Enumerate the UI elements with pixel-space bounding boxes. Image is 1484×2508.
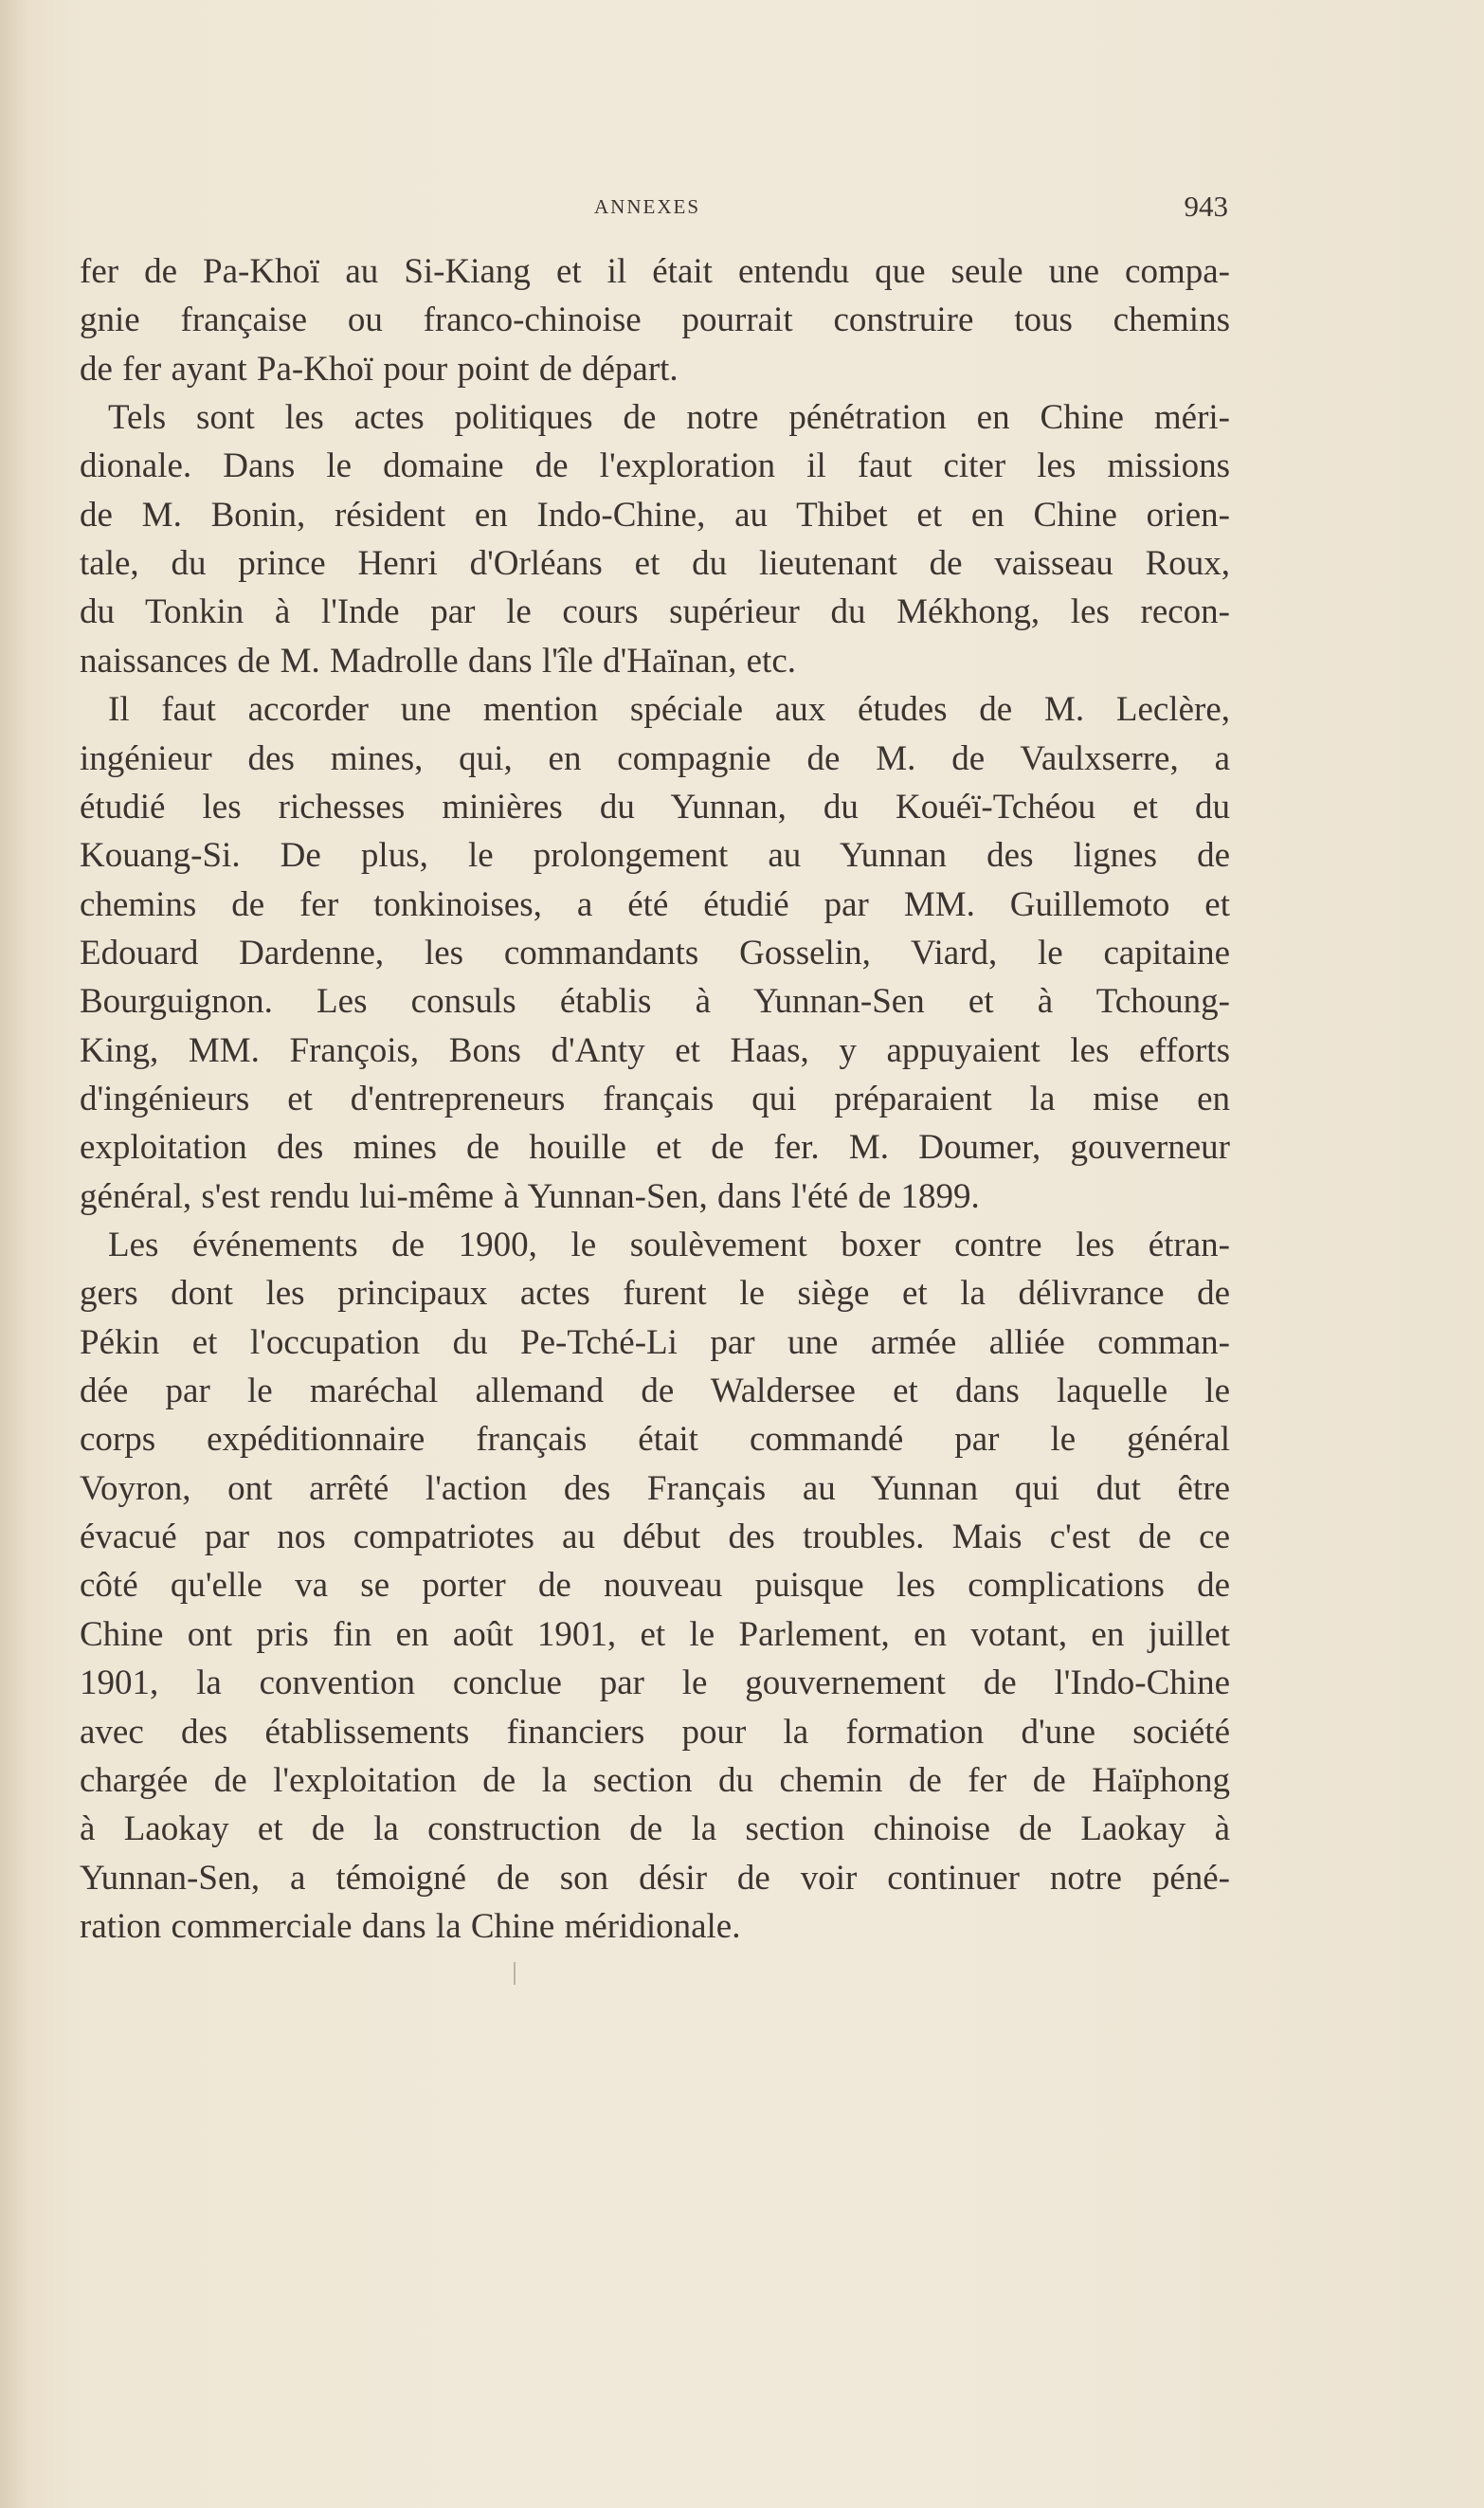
text-line: Les événements de 1900, le soulèvement boxer contre les étran- [108,1226,1230,1264]
text-line: général, s'est rendu lui-même à Yunnan-Sen, dans l'été de 1899. [80,1176,980,1216]
text-line: fer de Pa-Khoï au Si-Kiang et il était entendu que seule une compa- [80,252,1230,291]
text-line: tale, du prince Henri d'Orléans et du lieutenant de vaisseau Roux, [80,544,1230,584]
text-line: évacué par nos compatriotes au début des troubles. Mais c'est de ce [80,1518,1230,1557]
text-line: Yunnan-Sen, a témoigné de son désir de voir continuer notre péné- [80,1858,1230,1898]
text-line: ingénieur des mines, qui, en compagnie de M. de Vaulxserre, a [80,738,1230,778]
text-line: Il faut accorder une mention spéciale aux études de M. Leclère, [108,690,1230,730]
text-line: exploitation des mines de houille et de fer. M. Doumer, gouverneur [80,1128,1230,1168]
text-line: étudié les richesses minières du Yunnan, du Kouéï-Tchéou et du [80,787,1230,827]
text-line: dée par le maréchal allemand de Waldersee et dans laquelle le [80,1372,1230,1411]
text-line: King, MM. François, Bons d'Anty et Haas, y appuyaient les efforts [80,1030,1230,1070]
text-line: 1901, la convention conclue par le gouvernement de l'Indo-Chine [80,1663,1230,1703]
text-line: Kouang-Si. De plus, le prolongement au Yunnan des lignes de [80,836,1230,876]
page-header [0,190,1484,227]
text-line: gers dont les principaux actes furent le siège et la délivrance de [80,1274,1230,1314]
running-title: ANNEXES [594,195,700,218]
text-line: Voyron, ont arrêté l'action des Français au Yunnan qui dut être [80,1468,1230,1508]
text-line: Tels sont les actes politiques de notre pénétration en Chine méri- [108,398,1230,438]
text-line: Edouard Dardenne, les commandants Gosselin, Viard, le capitaine [80,933,1230,972]
text-line: Bourguignon. Les consuls établis à Yunnan-Sen et à Tchoung- [80,982,1230,1022]
text-line: corps expéditionnaire français était commandé par le général [80,1420,1230,1460]
text-line: Pékin et l'occupation du Pe-Tché-Li par une armée alliée comman- [80,1322,1230,1362]
text-line: côté qu'elle va se porter de nouveau puisque les complications de [80,1566,1230,1606]
text-line: dionale. Dans le domaine de l'exploration il faut citer les missions [80,446,1230,486]
text-line: Chine ont pris fin en août 1901, et le Parlement, en votant, en juillet [80,1614,1230,1654]
text-line: de M. Bonin, résident en Indo-Chine, au Thibet et en Chine orien- [80,495,1230,535]
text-line: ration commerciale dans la Chine méridionale. [80,1906,741,1946]
text-line: chargée de l'exploitation de la section du chemin de fer de Haïphong [80,1760,1230,1800]
page-number: 943 [1184,190,1228,223]
text-line: gnie française ou franco-chinoise pourrait construire tous chemins [80,300,1230,340]
text-line: du Tonkin à l'Inde par le cours supérieur du Mékhong, les recon- [80,592,1230,632]
text-line: à Laokay et de la construction de la section chinoise de Laokay à [80,1809,1230,1849]
text-line: avec des établissements financiers pour la formation d'une société [80,1712,1230,1752]
text-line: naissances de M. Madrolle dans l'île d'Haïnan, etc. [80,641,796,681]
text-line: d'ingénieurs et d'entrepreneurs français qui préparaient la mise en [80,1079,1230,1118]
text-line: de fer ayant Pa-Khoï pour point de départ. [80,349,679,389]
print-mark [514,1962,516,1985]
text-line: chemins de fer tonkinoises, a été étudié par MM. Guillemoto et [80,884,1230,924]
